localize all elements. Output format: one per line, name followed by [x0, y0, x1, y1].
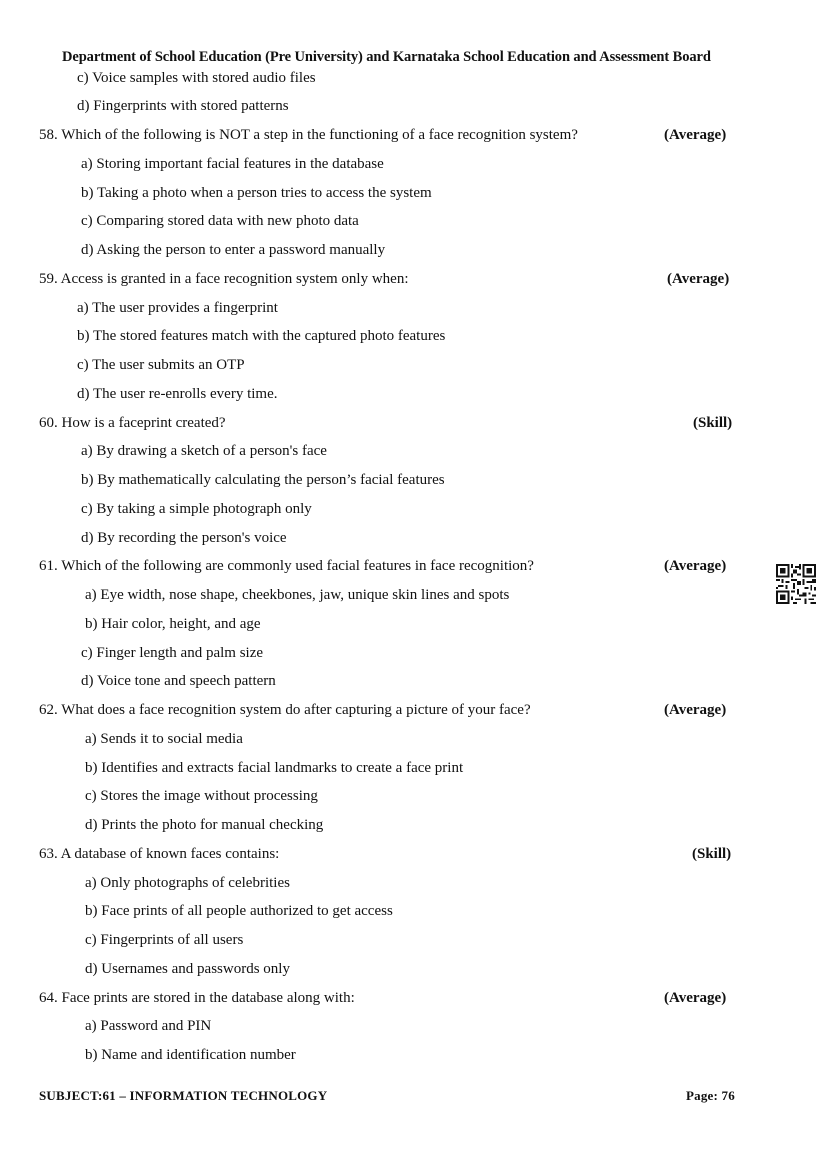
option-57-c: c) Voice samples with stored audio files: [77, 70, 316, 86]
question-59: 59. Access is granted in a face recognition system only when:: [39, 271, 409, 287]
option-64-b: b) Name and identification number: [85, 1047, 296, 1063]
footer-page-number: Page: 76: [686, 1088, 735, 1103]
option-62-b: b) Identifies and extracts facial landmarks to create a face print: [85, 760, 464, 776]
option-60-c: c) By taking a simple photograph only: [81, 501, 312, 517]
option-58-c: c) Comparing stored data with new photo data: [81, 213, 359, 229]
question-58: 58. Which of the following is NOT a step in the functioning of a face recognition system?: [39, 127, 578, 143]
footer-subject: SUBJECT:61 – INFORMATION TECHNOLOGY: [39, 1088, 328, 1103]
option-63-c: c) Fingerprints of all users: [85, 932, 244, 948]
option-58-a: a) Storing important facial features in the database: [81, 156, 384, 172]
level-64: (Average): [664, 990, 727, 1006]
option-60-d: d) By recording the person's voice: [81, 530, 287, 546]
level-63: (Skill): [692, 846, 732, 862]
option-59-b: b) The stored features match with the captured photo features: [77, 328, 446, 344]
option-61-d: d) Voice tone and speech pattern: [81, 673, 276, 689]
option-62-c: c) Stores the image without processing: [85, 788, 318, 804]
level-60: (Skill): [693, 415, 733, 431]
question-63: 63. A database of known faces contains:: [39, 846, 280, 862]
option-62-d: d) Prints the photo for manual checking: [85, 817, 324, 833]
option-58-b: b) Taking a photo when a person tries to access the system: [81, 185, 432, 201]
option-57-d: d) Fingerprints with stored patterns: [77, 98, 289, 114]
level-58: (Average): [664, 127, 727, 143]
option-61-a: a) Eye width, nose shape, cheekbones, jaw, unique skin lines and spots: [85, 587, 510, 603]
option-59-a: a) The user provides a fingerprint: [77, 300, 278, 316]
option-64-a: a) Password and PIN: [85, 1018, 212, 1034]
option-63-b: b) Face prints of all people authorized to get access: [85, 903, 393, 919]
option-60-a: a) By drawing a sketch of a person's face: [81, 443, 327, 459]
option-63-a: a) Only photographs of celebrities: [85, 875, 290, 891]
option-58-d: d) Asking the person to enter a password manually: [81, 242, 386, 258]
question-64: 64. Face prints are stored in the database along with:: [39, 990, 355, 1006]
option-63-d: d) Usernames and passwords only: [85, 961, 290, 977]
qr-code-icon: [776, 564, 816, 604]
page-header: Department of School Education (Pre University) and Karnataka School Education and Assessment Board: [62, 49, 711, 65]
option-61-c: c) Finger length and palm size: [81, 645, 264, 661]
option-61-b: b) Hair color, height, and age: [85, 616, 261, 632]
question-62: 62. What does a face recognition system do after capturing a picture of your face?: [39, 702, 531, 718]
option-59-d: d) The user re-enrolls every time.: [77, 386, 278, 402]
level-61: (Average): [664, 558, 727, 574]
option-62-a: a) Sends it to social media: [85, 731, 243, 747]
question-61: 61. Which of the following are commonly used facial features in face recognition?: [39, 558, 534, 574]
level-59: (Average): [667, 271, 730, 287]
option-60-b: b) By mathematically calculating the person’s facial features: [81, 472, 445, 488]
level-62: (Average): [664, 702, 727, 718]
option-59-c: c) The user submits an OTP: [77, 357, 245, 373]
question-60: 60. How is a faceprint created?: [39, 415, 226, 431]
